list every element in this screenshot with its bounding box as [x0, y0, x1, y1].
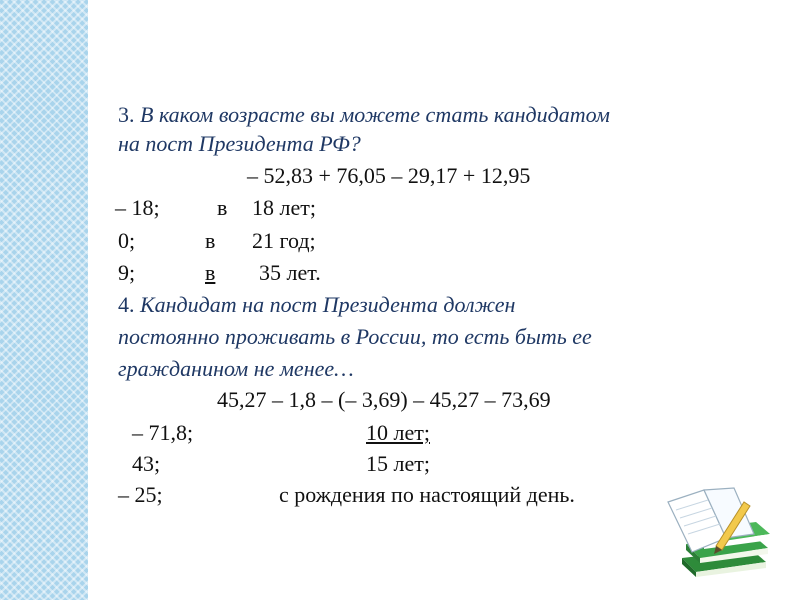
- q3-option-2-value: 0;: [118, 228, 136, 253]
- q4-option-3-value: – 25;: [118, 482, 163, 507]
- q3-title-line2: на пост Президента РФ?: [118, 131, 361, 156]
- q3-option-3-letter: в: [205, 260, 216, 285]
- q3-title-line1: [118, 102, 610, 128]
- q3-expression: – 52,83 + 76,05 – 29,17 + 12,95: [247, 163, 531, 188]
- q4-option-1-answer: 10 лет;: [366, 420, 430, 445]
- q3-option-1-answer: 18 лет;: [252, 195, 316, 220]
- q4-number: 4.: [118, 292, 135, 317]
- q4-expression: 45,27 – 1,8 – (– 3,69) – 45,27 – 73,69: [217, 387, 551, 412]
- q4-title-line2: постоянно проживать в России, то есть быть ее: [118, 324, 592, 349]
- q3-option-2-letter: в: [205, 228, 216, 253]
- q3-number: 3.: [118, 102, 135, 127]
- q3-option-2-answer: 21 год;: [252, 228, 316, 253]
- q3-option-1-value: – 18;: [115, 195, 160, 220]
- q3-option-3-value: 9;: [118, 260, 136, 285]
- q4-option-3-answer: с рождения по настоящий день.: [279, 482, 575, 507]
- q4-option-2-answer: 15 лет;: [366, 451, 430, 476]
- q4-option-2-value: 43;: [132, 451, 161, 476]
- q4-title-line1: [118, 292, 515, 318]
- q3-text-1: В каком возрасте вы можете стать кандидатом: [134, 102, 610, 127]
- books-icon: [664, 480, 774, 580]
- q4-text-1: Кандидат на пост Президента должен: [134, 292, 516, 317]
- q3-option-1-letter: в: [217, 195, 228, 220]
- q4-option-1-value: – 71,8;: [132, 420, 194, 445]
- q4-title-line3: гражданином не менее…: [118, 356, 354, 381]
- q3-option-3-answer: 35 лет.: [259, 260, 321, 285]
- q3-option-3-correct: [205, 260, 333, 286]
